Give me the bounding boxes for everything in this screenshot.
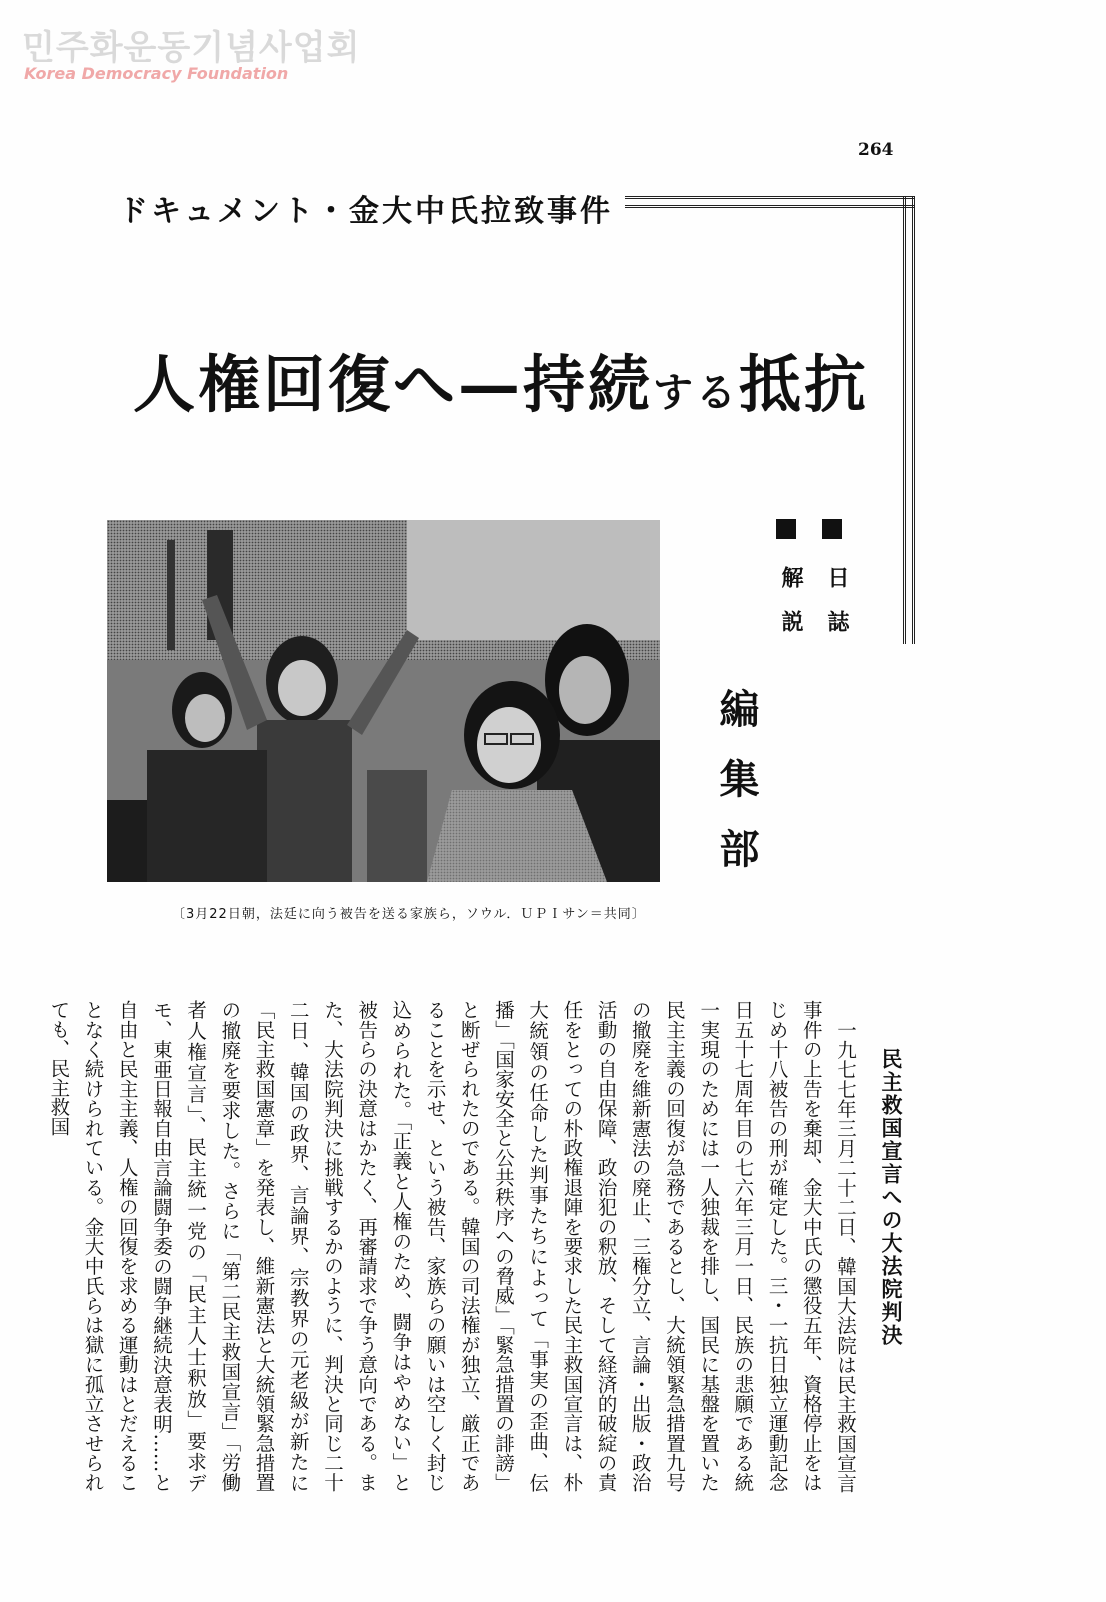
label-diary: 日誌	[824, 566, 849, 654]
label-commentary: 解説	[778, 566, 803, 654]
title-frame-vertical	[903, 196, 915, 644]
news-photo	[107, 520, 660, 882]
title-frame-horizontal	[625, 196, 915, 208]
section-heading: 民主救国宣言への大法院判決	[879, 1048, 903, 1347]
main-title	[133, 335, 869, 424]
main-title-part2: する	[653, 369, 740, 416]
author: 編集部	[713, 688, 760, 898]
watermark-english: Korea Democracy Foundation	[24, 64, 289, 83]
square-bullet-right	[822, 519, 842, 539]
series-title: ドキュメント・金大中氏拉致事件	[118, 194, 613, 229]
article-paragraph: 一九七七年三月二十二日、韓国大法院は民主救国宣言事件の上告を棄却、金大中氏の懲役五年、資格停止をはじめ十八被告の刑が確定した。三・一抗日独立運動記念日五十七周年目の七六年三月一日、民族の悲願である統一実現のためには一人独裁を排し、国民に基盤を置いた民主主義の回復が急務であるとし、大統領緊急措置九号の撤廃を維新憲法の廃止、三権分立、言論・出版・政治活動の自由保障、政治犯の釈放、そして経済的破綻の責任をとっての朴政権退陣を要求した民主救国宣言は、朴大統領の任命した判事たちによって「事実の歪曲、伝播」「国家安全と公共秩序への脅威」「緊急措置の誹謗」と断ぜられたのである。韓国の司法権が独立、厳正であることを示せ、という被告、家族らの願いは空しく封じ込められた。「正義と人権のため、闘争はやめない」と被告らの決意はかたく、再審請求で争う意向である。また、大法院判決に挑戦するかのように、判決と同じ二十二日、韓国の政界、言論界、宗教界の元老級が新たに「民主救国憲章」を発表し、維新憲法と大統領緊急措置の撤廃を要求した。さらに「第二民主救国宣言」「労働者人権宣言」、民主統一党の「民主人士釈放」要求デモ、東亜日報自由言論闘争委の闘争継続決意表明……と自由と民主主義、人権の回復を求める運動はとだえることなく続けられている。金大中氏らは獄に孤立させられても、民主救国	[47, 1000, 857, 1492]
page-number: 264	[858, 140, 894, 160]
article-body	[47, 1000, 862, 1492]
photo-caption: 〔3月22日朝，法廷に向う被告を送る家族ら，ソウル．ＵＰＩサン＝共同〕	[172, 907, 646, 922]
square-bullet-left	[776, 519, 796, 539]
main-title-part1: 人権回復へ—持続	[133, 348, 654, 421]
main-title-part3: 抵抗	[739, 348, 870, 421]
watermark-korean: 민주화운동기념사업회	[22, 28, 361, 68]
